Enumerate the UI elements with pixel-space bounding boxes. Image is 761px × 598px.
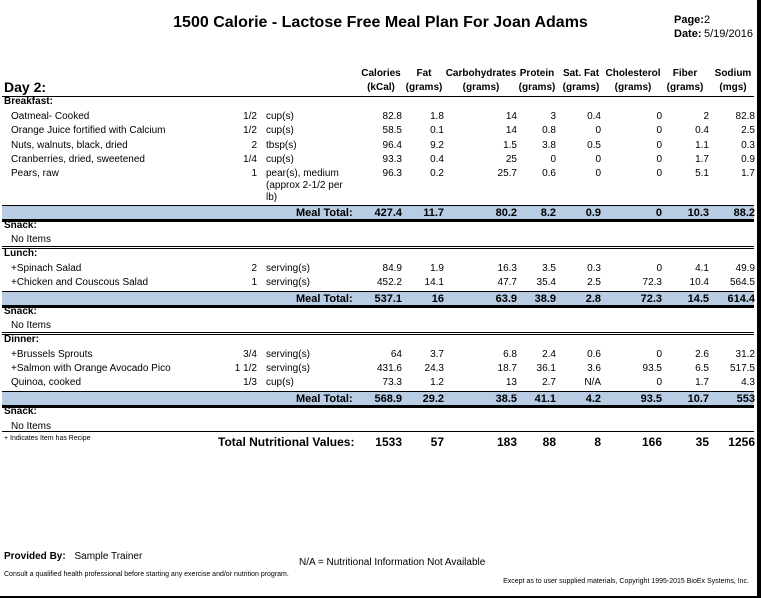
calories-value: 452.2 [376,277,402,288]
food-unit: serving(s) [266,349,310,360]
fiber-value: 0.4 [695,125,709,136]
fiber-grand-total: 35 [695,435,709,449]
date-label: Date: [674,28,702,40]
section-divider [2,219,754,222]
fat-value: 3.7 [430,349,444,360]
fiber-total: 10.3 [687,207,709,219]
food-name: Quinoa, cooked [11,377,82,388]
section-snack: Snack: [4,406,37,417]
cholesterol-value: 0 [656,263,662,274]
sat-fat-value: 2.5 [587,277,601,288]
calories-value: 73.3 [382,377,402,388]
sodium-value: 31.2 [735,349,755,360]
calories-value: 93.3 [382,154,402,165]
food-item-row [0,349,757,363]
column-header-sodium [688,67,761,95]
food-quantity: 2 [251,263,257,274]
carbs-value: 14 [505,125,517,136]
cholesterol-value: 0 [656,111,662,122]
food-quantity: 1/2 [243,111,257,122]
cholesterol-value: 93.5 [642,363,662,374]
protein-value: 3.5 [542,263,556,274]
column-header-title: Sodium [714,68,752,79]
carbs-value: 1.5 [503,140,517,151]
page-label: Page: [674,14,704,26]
carbs-value: 25 [505,154,517,165]
protein-value: 3 [550,111,556,122]
report-title: 1500 Calorie - Lactose Free Meal Plan For Joan Adams [173,14,588,31]
fat-total: 16 [431,293,444,305]
food-unit: cup(s) [266,111,294,122]
calories-total: 537.1 [374,293,402,305]
carbs-value: 16.3 [497,263,517,274]
provided-by-label: Provided By: [4,551,66,562]
column-header-title: Sat. Fat [562,68,600,79]
food-item-row [0,140,757,154]
sat-fat-value: 0 [595,168,601,179]
food-unit: pear(s), medium (approx 2-1/2 per lb) [266,168,343,203]
protein-value: 0 [550,154,556,165]
fat-value: 1.2 [430,377,444,388]
sat-fat-total: 0.9 [585,207,601,219]
fat-value: 0.1 [430,125,444,136]
sat-fat-value: 0.4 [587,111,601,122]
fat-total: 29.2 [422,393,444,405]
report-date: 5/19/2016 [704,28,753,40]
section-divider [2,332,754,335]
fat-grand-total: 57 [430,435,444,449]
fiber-value: 1.1 [695,140,709,151]
column-header-unit: (grams) [614,82,652,93]
food-unit: tbsp(s) [266,140,297,151]
cholesterol-value: 0 [656,154,662,165]
no-items-text: No Items [11,421,52,432]
section-divider [2,305,754,308]
column-header-unit: (grams) [518,82,556,93]
column-header-unit: (grams) [462,82,500,93]
no-items-text: No Items [11,320,52,331]
copyright-note: Except as to user supplied materials, Copyright 1995-2015 BioEx Systems, Inc. [503,578,749,585]
sodium-total: 614.4 [727,293,755,305]
fiber-value: 5.1 [695,168,709,179]
provided-by [4,551,142,562]
column-header-title: Fiber [672,68,698,79]
protein-value: 2.7 [542,377,556,388]
na-note: N/A = Nutritional Information Not Available [299,557,486,568]
calories-value: 96.4 [382,140,402,151]
sat-fat-value: 0 [595,154,601,165]
food-quantity: 1 [251,277,257,288]
food-item-row [0,168,757,204]
sat-fat-value: 3.6 [587,363,601,374]
protein-value: 0.8 [542,125,556,136]
food-item-row [0,363,757,377]
sodium-value: 1.7 [741,168,755,179]
column-header-unit: (kCal) [367,82,395,93]
food-item-row [0,154,757,168]
carbs-total: 38.5 [495,393,517,405]
carbs-value: 14 [505,111,517,122]
fat-value: 0.4 [430,154,444,165]
food-name: +Chicken and Couscous Salad [11,277,149,288]
fiber-total: 14.5 [687,293,709,305]
fat-total: 11.7 [423,207,444,219]
food-item-row [0,111,757,125]
calories-value: 96.3 [382,168,402,179]
food-item-row [0,277,757,291]
sat-fat-grand-total: 8 [594,435,601,449]
food-unit: cup(s) [266,125,294,136]
fiber-value: 1.7 [695,377,709,388]
sodium-total: 88.2 [733,207,755,219]
food-name: Nuts, walnuts, black, dried [11,140,128,151]
fiber-value: 2.6 [695,349,709,360]
food-name: Oatmeal- Cooked [11,111,90,122]
cholesterol-total: 72.3 [640,293,662,305]
sodium-grand-total: 1256 [728,435,755,449]
sat-fat-value: 0.3 [587,263,601,274]
cholesterol-value: 0 [656,140,662,151]
sat-fat-total: 2.8 [585,293,601,305]
food-quantity: 1/2 [243,125,257,136]
column-header-title: Protein [519,68,555,79]
calories-value: 82.8 [382,111,402,122]
column-header-unit: (grams) [405,82,443,93]
calories-value: 58.5 [382,125,402,136]
fiber-value: 6.5 [695,363,709,374]
protein-value: 3.8 [542,140,556,151]
sat-fat-value: 0.5 [587,140,601,151]
page-number: 2 [704,14,711,26]
calories-value: 64 [390,349,402,360]
calories-total: 427.4 [374,207,402,219]
section-divider [2,405,754,408]
section-snack: Snack: [4,220,37,231]
sodium-value: 517.5 [729,363,755,374]
column-header-unit: (grams) [562,82,600,93]
protein-value: 2.4 [542,349,556,360]
carbs-value: 13 [505,377,517,388]
carbs-total: 63.9 [495,293,517,305]
protein-value: 35.4 [536,277,556,288]
column-header-title: Carbohydrates [445,68,517,79]
sodium-value: 49.9 [735,263,755,274]
protein-value: 36.1 [536,363,556,374]
food-item-row [0,263,757,277]
food-unit: serving(s) [266,263,310,274]
day-heading: Day 2: [4,79,47,95]
fiber-value: 4.1 [695,263,709,274]
food-name: Orange Juice fortified with Calcium [11,125,166,136]
fat-value: 0.2 [430,168,444,179]
fat-value: 24.3 [424,363,444,374]
sat-fat-value: 0 [595,125,601,136]
protein-value: 0.6 [542,168,556,179]
sodium-value: 0.3 [741,140,755,151]
cholesterol-value: 0 [656,349,662,360]
food-quantity: 1/4 [243,154,257,165]
sodium-value: 564.5 [729,277,755,288]
food-name: Cranberries, dried, sweetened [11,154,145,165]
meal-total-label: Meal Total: [296,293,353,305]
calories-total: 568.9 [374,393,402,405]
food-quantity: 1/3 [243,377,257,388]
carbs-value: 25.7 [497,168,517,179]
cholesterol-grand-total: 166 [641,435,662,449]
cholesterol-total: 0 [655,207,662,219]
protein-grand-total: 88 [542,435,556,449]
sat-fat-total: 4.2 [585,393,601,405]
food-quantity: 1 [251,168,257,179]
section-dinner: Dinner: [4,334,39,345]
provided-by-name: Sample Trainer [74,551,143,562]
cholesterol-value: 0 [656,125,662,136]
carbs-total: 80.2 [495,207,517,219]
sat-fat-value: N/A [584,377,601,388]
grand-total-label: Total Nutritional Values: [218,435,355,449]
carbs-value: 18.7 [497,363,517,374]
sat-fat-value: 0.6 [587,349,601,360]
cholesterol-value: 0 [656,168,662,179]
section-lunch: Lunch: [4,248,38,259]
column-header-unit: (mgs) [719,82,747,93]
food-unit: serving(s) [266,363,310,374]
sodium-value: 82.8 [735,111,755,122]
fat-value: 14.1 [424,277,444,288]
food-quantity: 3/4 [243,349,257,360]
sodium-total: 553 [736,393,755,405]
column-header-title: Fat [416,68,432,79]
section-breakfast: Breakfast: [4,96,53,107]
food-unit: cup(s) [266,377,294,388]
protein-total: 41.1 [534,393,556,405]
food-quantity: 1 1/2 [234,363,257,374]
food-name: Pears, raw [11,168,59,179]
grand-total-row [0,435,757,451]
fiber-value: 2 [703,111,709,122]
carbs-grand-total: 183 [496,435,517,449]
grand-divider [2,431,754,432]
protein-total: 8.2 [540,207,556,219]
section-divider [2,246,754,249]
food-quantity: 2 [251,140,257,151]
cholesterol-value: 72.3 [642,277,662,288]
fat-value: 1.9 [430,263,444,274]
recipe-note: + Indicates Item has Recipe [4,435,91,442]
section-snack: Snack: [4,306,37,317]
column-header-unit: (grams) [666,82,704,93]
sodium-value: 2.5 [741,125,755,136]
food-name: +Brussels Sprouts [11,349,93,360]
fat-value: 1.8 [430,111,444,122]
meal-total-label: Meal Total: [296,207,353,219]
column-header-title: Calories [361,68,401,79]
carbs-value: 47.7 [497,277,517,288]
cholesterol-value: 0 [656,377,662,388]
fiber-value: 10.4 [689,277,709,288]
food-unit: serving(s) [266,277,310,288]
carbs-value: 6.8 [503,349,517,360]
sodium-value: 4.3 [741,377,755,388]
header-divider [2,96,754,97]
food-item-row [0,377,757,391]
calories-value: 431.6 [376,363,402,374]
food-name: +Salmon with Orange Avocado Pico [11,363,171,374]
no-items-text: No Items [11,234,52,245]
food-unit: cup(s) [266,154,294,165]
consult-note: Consult a qualified health professional before starting any exercise and/or nutrition program. [4,571,289,578]
calories-grand-total: 1533 [375,435,402,449]
meal-total-label: Meal Total: [296,393,353,405]
fiber-total: 10.7 [687,393,709,405]
fat-value: 9.2 [430,140,444,151]
fiber-value: 1.7 [695,154,709,165]
food-item-row [0,125,757,139]
food-name: +Spinach Salad [11,263,82,274]
sodium-value: 0.9 [741,154,755,165]
cholesterol-total: 93.5 [640,393,662,405]
calories-value: 84.9 [382,263,402,274]
protein-total: 38.9 [534,293,556,305]
column-header-title: Cholesterol [605,68,661,79]
